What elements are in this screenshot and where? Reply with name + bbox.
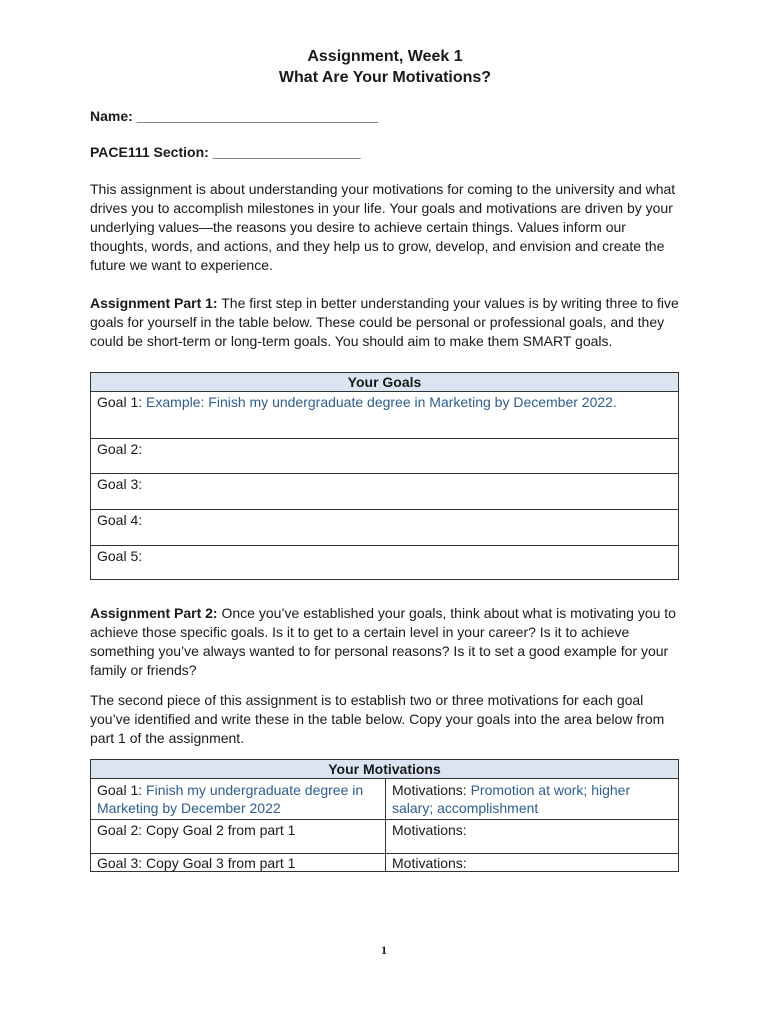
section-blank: ___________________ (212, 144, 361, 160)
motivation-label: Motivations: (392, 782, 471, 798)
intro-paragraph: This assignment is about understanding your motivations for coming to the university and what drives you to accomplish milestones in your life. Your goals and motivations are driven by your underlying values—the reasons you desire to achieve certain things. Values inform our thoughts, words, and actions, and they help us to grow, develop, and envision and create the future we want to experience. (90, 181, 676, 273)
part2-label: Assignment Part 2: (90, 605, 218, 621)
motivation-cell[interactable] (386, 779, 679, 820)
document-page (90, 46, 680, 872)
part2-text: Once you’ve established your goals, think about what is motivating you to achieve those specific goals. Is it to get to a certain level in your career? Is it to achieve something you’ve always wanted to for personal reasons? Is it to set a good example for your family or friends? (90, 605, 676, 678)
motivation-cell[interactable] (386, 854, 679, 872)
part1-text: The first step in better understanding your values is by writing three to five goals for yourself in the table below. These could be personal or professional goals, and they could be short-term or long-term goals. You should aim to make them SMART goals. (90, 295, 679, 349)
part1-label: Assignment Part 1: (90, 295, 218, 311)
title-line-1: Assignment, Week 1 (307, 48, 463, 65)
name-label: Name: (90, 108, 133, 124)
name-field (90, 108, 680, 124)
part1-paragraph (90, 294, 680, 351)
motivation-label: Motivations: (392, 822, 467, 838)
page-number: 1 (381, 943, 387, 957)
motivation-value: Promotion at work; higher salary; accomplishment (392, 782, 631, 816)
name-blank: _______________________________ (136, 108, 379, 124)
motivation-goal-cell[interactable] (91, 854, 386, 872)
motivation-goal-label: Goal 1: (97, 782, 147, 798)
motivations-table-header: Your Motivations (91, 760, 679, 779)
goals-table-header: Your Goals (91, 373, 679, 392)
goal-example: Example: Finish my undergraduate degree in Marketing by December 2022. (142, 394, 617, 410)
part2-paragraph (90, 604, 680, 680)
motivation-label: Motivations: (392, 855, 467, 871)
motivation-goal-cell[interactable] (91, 779, 386, 820)
goal-row[interactable] (91, 546, 679, 580)
motivation-goal-label: Goal 2: Copy Goal 2 from part 1 (97, 822, 296, 838)
goal-row[interactable] (91, 474, 679, 510)
goal-label: Goal 3: (97, 476, 143, 492)
goal-row[interactable] (91, 439, 679, 474)
motivations-table (90, 759, 679, 872)
section-label: PACE111 Section: (90, 144, 209, 160)
goals-table (90, 372, 679, 580)
motivation-cell[interactable] (386, 820, 679, 854)
motivation-goal-cell[interactable] (91, 820, 386, 854)
goal-label: Goal 2: (97, 441, 143, 457)
part2-paragraph-2: The second piece of this assignment is to establish two or three motivations for each goal you’ve identified and write these in the table below. Copy your goals into the area below from part 1 of the assignment. (90, 692, 665, 746)
title-line-2: What Are Your Motivations? (278, 69, 492, 86)
goal-label: Goal 4: (97, 512, 143, 528)
goal-row[interactable] (91, 392, 679, 439)
motivation-goal-label: Goal 3: Copy Goal 3 from part 1 (97, 855, 296, 871)
goal-row[interactable] (91, 510, 679, 546)
motivation-goal-value: Finish my undergraduate degree in Marketing by December 2022 (97, 782, 364, 816)
goal-label: Goal 1: (97, 394, 143, 410)
section-field (90, 144, 680, 160)
goal-label: Goal 5: (97, 548, 143, 564)
